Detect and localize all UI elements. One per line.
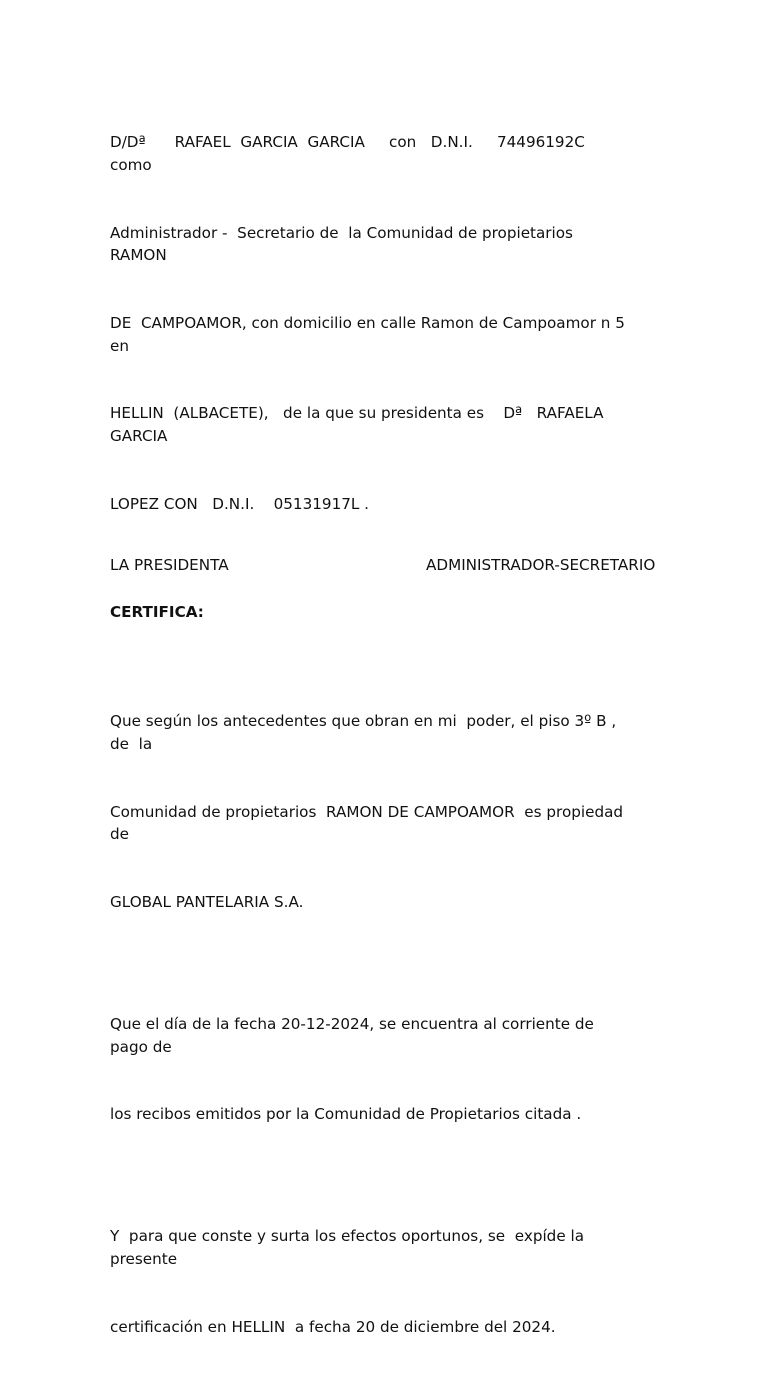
intro-line: DE CAMPOAMOR, con domicilio en calle Ramon de Campoamor n 5 en [110,313,630,355]
closing-line: Y para que conste y surta los efectos oportunos, se expíde la presente [110,1227,594,1268]
closing-line: certificación en HELLIN a fecha 20 de diciembre del 2024. [110,1317,556,1336]
payment-status-line: los recibos emitidos por la Comunidad de Propietarios citada . [110,1105,582,1124]
ownership-line: Que según los antecedentes que obran en mi poder, el piso 3º B , de la [110,712,622,753]
certifica-heading: CERTIFICA: [110,603,204,622]
intro-line: D/Dª RAFAEL GARCIA GARCIA con D.N.I. 74496192C como [110,133,619,174]
intro-line: HELLIN (ALBACETE), de la que su presidenta es Dª RAFAELA GARCIA [110,404,609,445]
payment-status-paragraph [110,968,634,1171]
signature-administrator-label: ADMINISTRADOR-SECRETARIO [426,556,656,574]
ownership-paragraph [110,665,634,959]
intro-paragraph [110,86,634,560]
document-body [110,86,634,1383]
signature-president-label: LA PRESIDENTA [110,556,229,574]
signature-block [110,554,670,578]
payment-status-line: Que el día de la fecha 20-12-2024, se encuentra al corriente de pago de [110,1014,599,1056]
intro-line: LOPEZ CON D.N.I. 05131917L . [110,494,370,513]
closing-paragraph [110,1180,634,1383]
intro-line: Administrador - Secretario de la Comunidad de propietarios RAMON [110,223,593,265]
ownership-line: GLOBAL PANTELARIA S.A. [110,893,304,911]
ownership-line: Comunidad de propietarios RAMON DE CAMPOAMOR es propiedad de [110,802,628,844]
